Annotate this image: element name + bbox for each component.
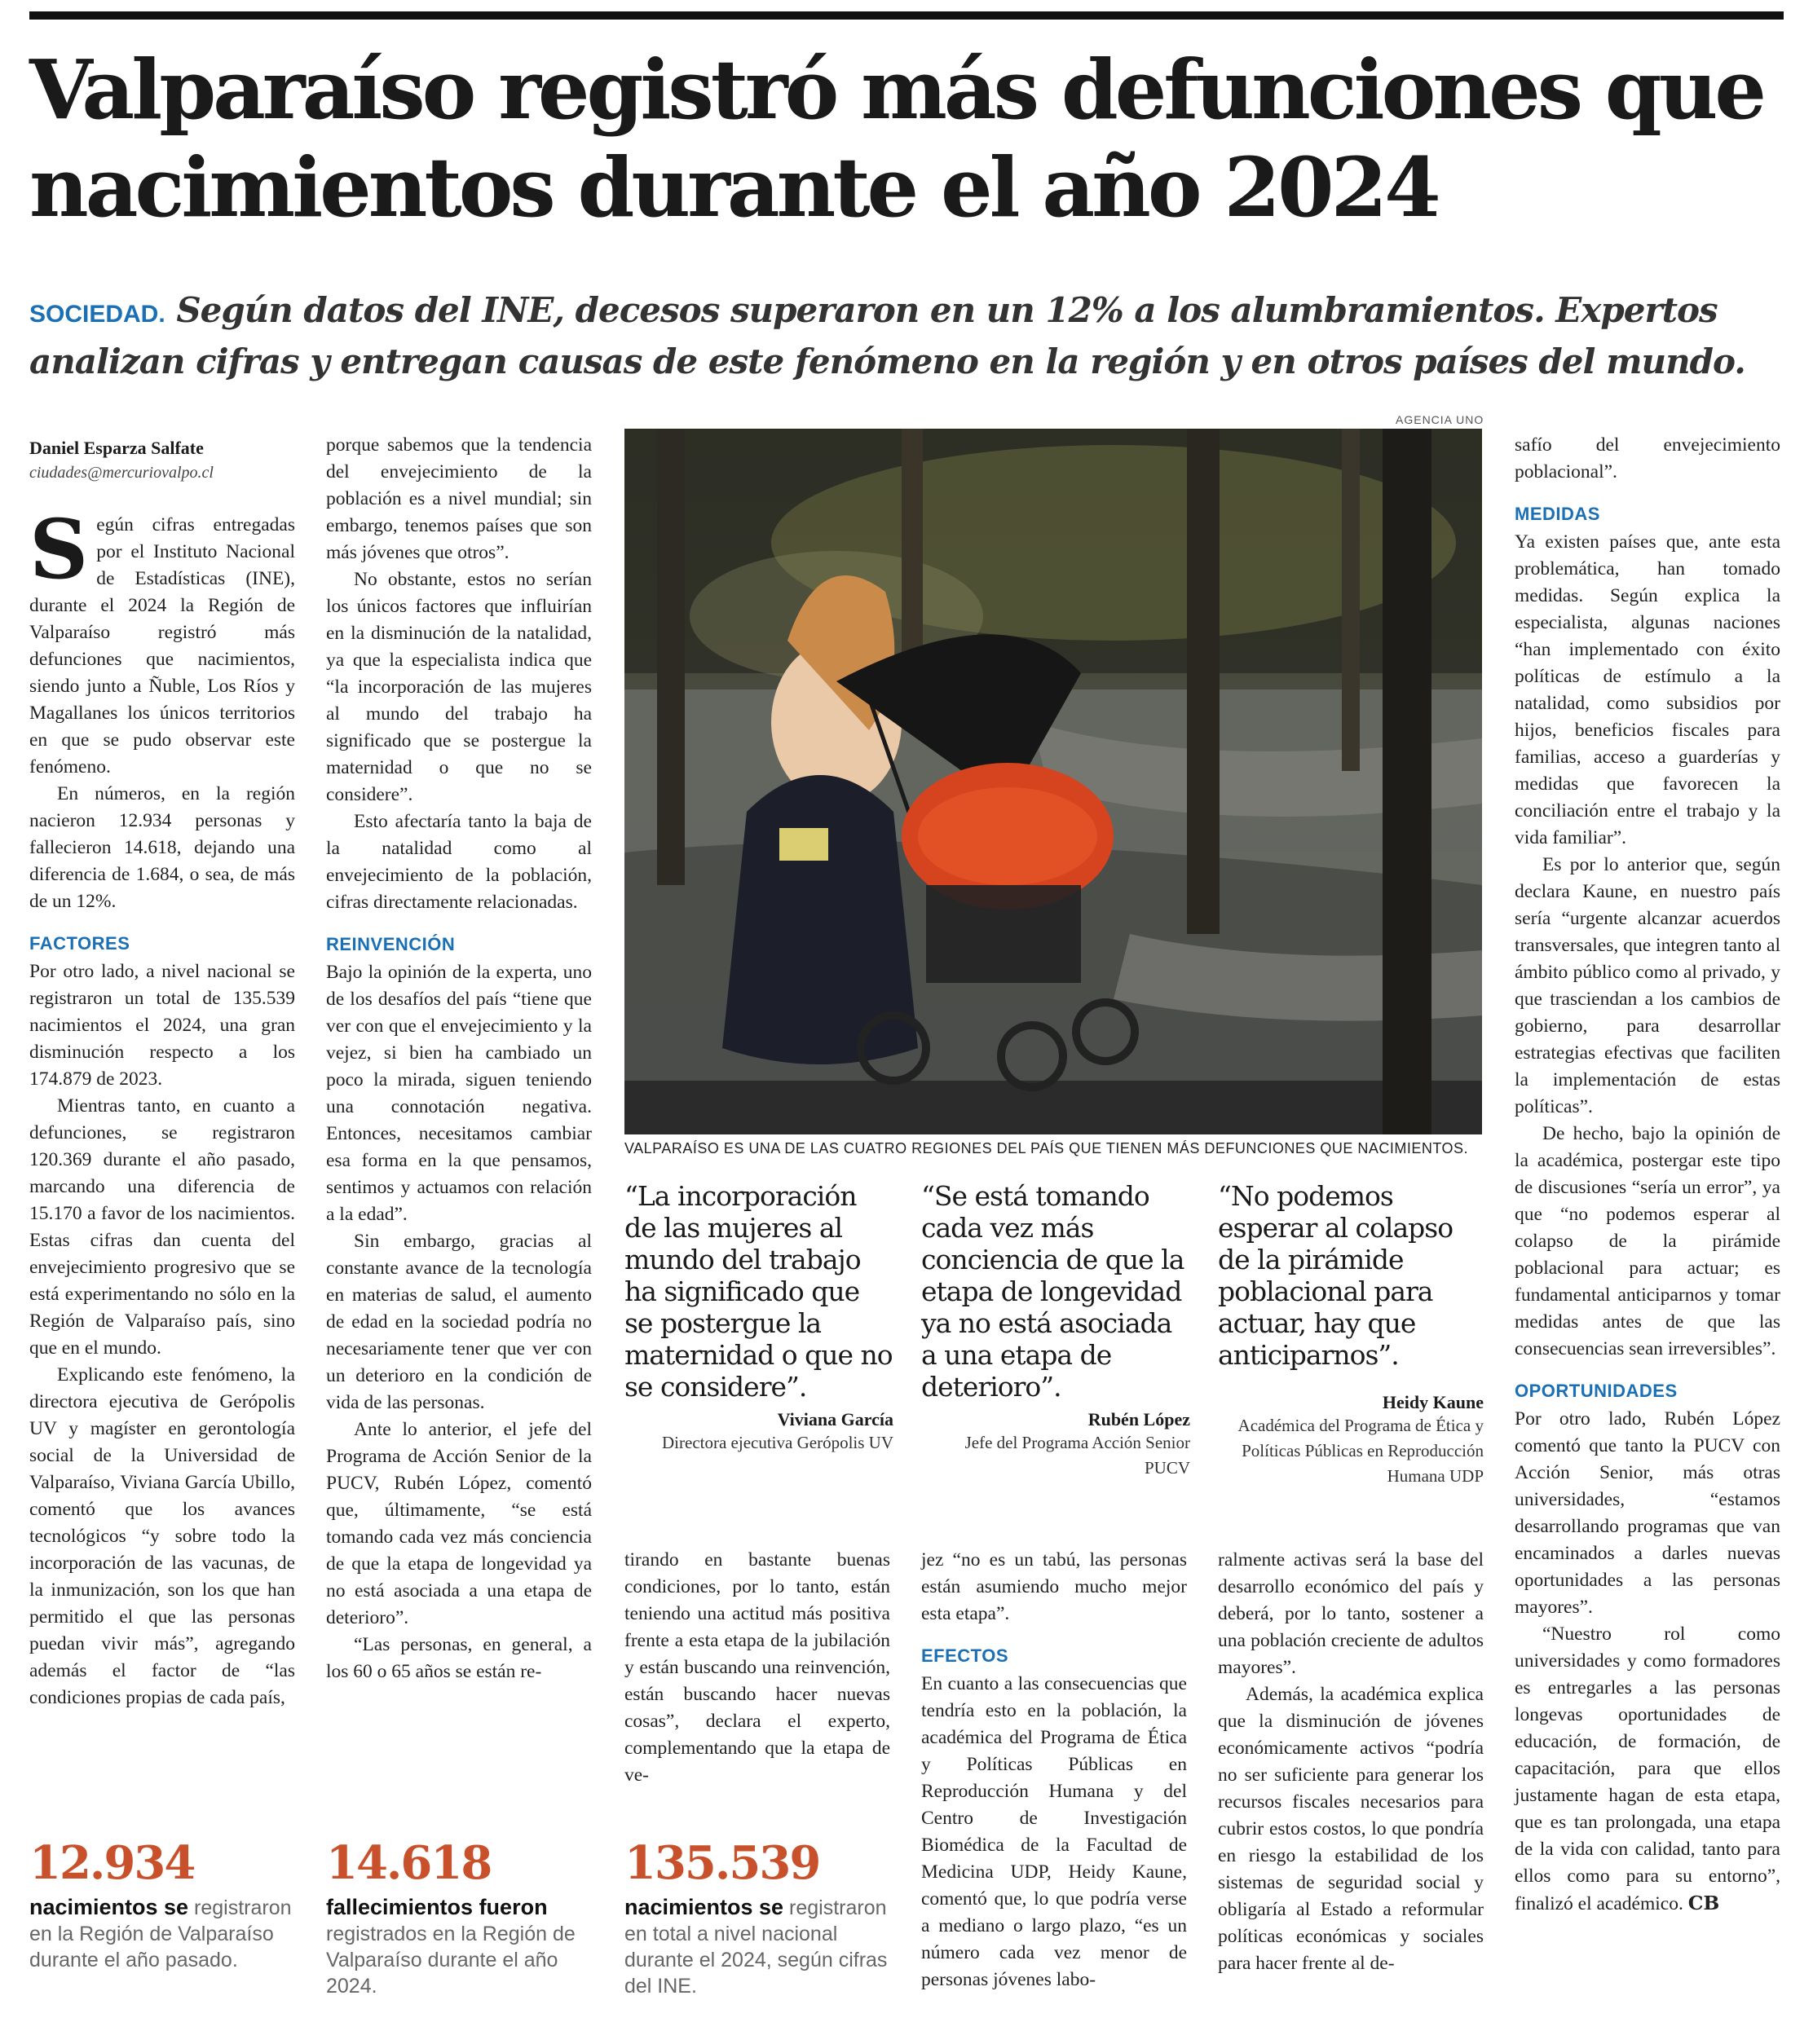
photo-caption: VALPARAÍSO ES UNA DE LAS CUATRO REGIONES DEL PAÍS QUE TIENEN MÁS DEFUNCIONES QUE NACIMIENTOS. <box>624 1140 1469 1156</box>
paragraph: Esto afectaría tanto la baja de la natalidad como al envejecimiento de la población, cifras directamente relacionadas. <box>326 811 592 913</box>
paragraph: safío del envejecimiento poblacional”. <box>1515 434 1780 482</box>
pull-quote <box>1218 1180 1484 1489</box>
paragraph: jez “no es un tabú, las personas están asumiendo mucho mejor esta etapa”. <box>921 1549 1187 1624</box>
paragraph: ralmente activas será la base del desarrollo económico del país y deberá, por lo tanto, sostener a una población creciente de adultos mayores”. <box>1218 1549 1484 1678</box>
quote-text: “Se está tomando cada vez más conciencia de que la etapa de longevidad ya no está asociada a una etapa de deterioro”. <box>921 1180 1184 1403</box>
article-column-1 <box>29 501 295 1711</box>
paragraph: “Nuestro rol como universidades y como formadores es entregarles a las personas longevas oportunidades de educación, de formación, de capacitación, para que ellos justamente hagan de esta etapa, que es tan prolongada, una etapa de la vida con calidad, tanto para ellos como para su entorno”, finalizó el académico. CB <box>1515 1623 1780 1914</box>
paragraph: Por otro lado, a nivel nacional se registraron un total de 135.539 nacimientos el 2024, una gran disminución respecto a los 174.879 de 2023. <box>29 961 295 1090</box>
paragraph: Sin embargo, gracias al constante avance de la tecnología en materias de salud, el aumento de edad en la sociedad podría no necesariamente tener que ver con un deterioro en la condición de vida de las personas. <box>326 1231 592 1413</box>
stat-box <box>624 1837 893 1999</box>
paragraph: No obstante, estos no serían los únicos factores que influirían en la disminución de la natalidad, ya que la especialista indica que “la incorporación de las mujeres al mundo del trabajo ha significado que se postergue la maternidad o que no se considere”. <box>326 569 592 805</box>
subhead-medidas: MEDIDAS <box>1515 504 1600 524</box>
quote-role: Académica del Programa de Ética y Políticas Públicas en Reproducción Humana UDP <box>1237 1416 1484 1486</box>
paragraph: Ya existen países que, ante esta problemática, han tomado medidas. Según explica la especialista, algunas naciones “han implementado con éxito políticas de estímulo a la natalidad, como subsidios por hijos, beneficios fiscales para familias, acceso a guarderías y medidas que favorecen la conciliación entre el trabajo y la vida familiar”. <box>1515 531 1780 848</box>
article-column-6 <box>1515 432 1780 1918</box>
byline <box>29 438 298 482</box>
subhead-oportunidades: OPORTUNIDADES <box>1515 1381 1678 1401</box>
paragraph: En cuanto a las consecuencias que tendría esto en la población, la académica del Programa de Ética y Políticas Públicas en Reproducción Humana y del Centro de Investigación Biomédica de la Facultad de Medicina UDP, Heidy Kaune, comentó que, lo que podría verse a mediano o largo plazo, “es un número cada vez menor de personas jóvenes labo- <box>921 1673 1187 1990</box>
subhead-reinvencion: REINVENCIÓN <box>326 934 456 954</box>
drop-cap: S <box>29 501 89 597</box>
subhead-factores: FACTORES <box>29 933 130 954</box>
quote-name: Rubén López <box>1087 1409 1190 1429</box>
paragraph: Según cifras entregadas por el Instituto Nacional de Estadísticas (INE), durante el 2024 la Región de Valparaíso registró más defunciones que nacimientos, siendo junto a Ñuble, Los Ríos y Magallanes los únicos territorios en que se pudo observar este fenómeno. <box>29 501 295 778</box>
paragraph: Bajo la opinión de la experta, uno de los desafíos del país “tiene que ver con que el envejecimiento y la vejez, si bien ha cambiado un poco la mirada, siguen teniendo una connotación negativa. Entonces, necesitamos cambiar esa forma en la que pensamos, sentimos y actuamos con relación a la edad”. <box>326 962 592 1225</box>
deck-text: Según datos del INE, decesos superaron en un 12% a los alumbramientos. Expertos analizan cifras y entregan causas de este fenómeno en la región y en otros países del mundo. <box>29 290 1745 381</box>
stat-number: 14.618 <box>326 1836 492 1890</box>
quote-name: Heidy Kaune <box>1382 1392 1484 1412</box>
stat-box <box>326 1837 595 1999</box>
stat-label: fallecimientos fueron registrados en la Región de Valparaíso durante el año 2024. <box>326 1895 576 1998</box>
article-column-2 <box>326 432 592 1685</box>
pull-quote <box>921 1180 1190 1481</box>
news-photo <box>624 429 1482 1134</box>
paragraph: De hecho, bajo la opinión de la académica, postergar este tipo de discusiones “sería un error”, ya que “no podemos esperar al colapso de la pirámide poblacional para actuar; es fundamental anticiparnos y tomar medidas antes de que las consecuencias sean irreversibles”. <box>1515 1123 1780 1359</box>
paragraph: “Las personas, en general, a los 60 o 65 años se están re- <box>326 1634 592 1682</box>
article-column-4 <box>921 1547 1187 1993</box>
stat-box <box>29 1837 298 1973</box>
article-column-5 <box>1218 1547 1484 1977</box>
stat-label: nacimientos se registraron en total a nivel nacional durante el 2024, según cifras del INE. <box>624 1895 888 1998</box>
quote-text: “No podemos esperar al colapso de la pirámide poblacional para actuar, hay que anticiparnos”. <box>1218 1180 1453 1371</box>
pull-quote <box>624 1180 893 1456</box>
quote-role: Directora ejecutiva Gerópolis UV <box>662 1433 893 1452</box>
paragraph: Por otro lado, Rubén López comentó que tanto la PUCV con Acción Senior, más otras universidades, “estamos desarrollando programas que van encaminados a darles nuevas oportunidades a las personas mayores”. <box>1515 1408 1780 1618</box>
paragraph: En números, en la región nacieron 12.934 personas y fallecieron 14.618, dejando una diferencia de 1.684, o sea, de más de un 12%. <box>29 783 295 912</box>
paragraph: Explicando este fenómeno, la directora ejecutiva de Gerópolis UV y magíster en gerontología social de la Universidad de Valparaíso, Viviana García Ubillo, comentó que los avances tecnológicos “y sobre todo la incorporación de las vacunas, de la inmunización, son los que han permitido el que las personas puedan vivir más”, agregando además el factor de “las condiciones propias de cada país, <box>29 1364 295 1708</box>
paragraph: porque sabemos que la tendencia del envejecimiento de la población es a nivel mundial; sin embargo, tenemos países que son más jóvenes que otros”. <box>326 434 592 563</box>
section-label: SOCIEDAD. <box>29 301 165 328</box>
deck <box>29 287 1782 385</box>
stat-label: nacimientos se registraron en la Región de Valparaíso durante el año pasado. <box>29 1895 292 1971</box>
author-email: ciudades@mercuriovalpo.cl <box>29 464 214 482</box>
quote-text: “La incorporación de las mujeres al mundo del trabajo ha significado que se postergue la maternidad o que no se considere”. <box>624 1180 893 1403</box>
photo-credit: AGENCIA UNO <box>1396 413 1484 426</box>
paragraph: tirando en bastante buenas condiciones, por lo tanto, están teniendo una actitud más positiva frente a esta etapa de la jubilación y están buscando una reinvención, están buscando hacer nuevas cosas”, declara el experto, complementando que la etapa de ve- <box>624 1549 890 1786</box>
stat-number: 12.934 <box>29 1836 195 1890</box>
quote-name: Viviana García <box>777 1409 893 1429</box>
end-mark: CB <box>1687 1892 1720 1914</box>
headline: Valparaíso registró más defunciones que nacimientos durante el año 2024 <box>29 42 1764 236</box>
stat-number: 135.539 <box>624 1836 820 1890</box>
author-name: Daniel Esparza Salfate <box>29 438 204 458</box>
paragraph: Mientras tanto, en cuanto a defunciones, se registraron 120.369 durante el año pasado, marcando una diferencia de 15.170 a favor de los nacimientos. Estas cifras dan cuenta del envejecimiento progresivo que se está experimentando no sólo en la Región de Valparaíso país, sino que en el mundo. <box>29 1095 295 1359</box>
quote-role: Jefe del Programa Acción Senior PUCV <box>964 1433 1190 1478</box>
paragraph: Es por lo anterior que, según declara Kaune, en nuestro país sería “urgente alcanzar acuerdos transversales, que integren tanto al ámbito público como al privado, y que trasciendan a los cambios de gobierno, para desarrollar estrategias efectivas que faciliten la implementación de estas políticas”. <box>1515 854 1780 1117</box>
top-rule <box>29 11 1784 20</box>
paragraph: Además, la académica explica que la disminución de jóvenes económicamente activos “podría no ser suficiente para generar los recursos fiscales necesarios para cubrir estos costos, lo que pondría en riesgo la estabilidad de los sistemas de seguridad social y obligaría al Estado a reformular políticas económicas y sociales para hacer frente al de- <box>1218 1684 1484 1974</box>
paragraph: Ante lo anterior, el jefe del Programa de Acción Senior de la PUCV, Rubén López, comentó que, últimamente, “se está tomando cada vez más conciencia de que la etapa de longevidad ya no está asociada a una etapa de deterioro”. <box>326 1419 592 1628</box>
article-column-3 <box>624 1547 890 1789</box>
subhead-efectos: EFECTOS <box>921 1645 1009 1666</box>
